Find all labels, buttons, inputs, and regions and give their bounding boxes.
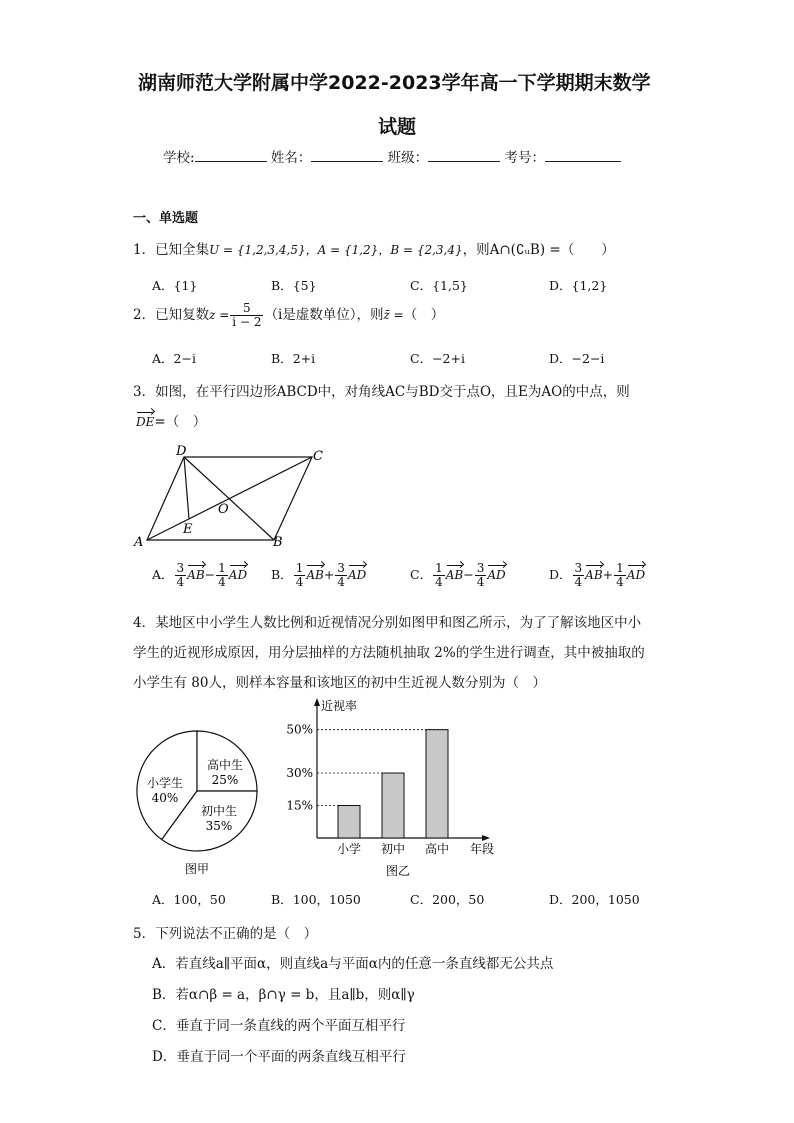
x-tick-label: 高中 xyxy=(424,842,450,856)
coef-2 xyxy=(614,562,626,589)
label-e: E xyxy=(183,522,193,537)
class-blank[interactable] xyxy=(428,147,500,162)
option-label: B． xyxy=(271,351,293,366)
question-4-stem-line3: 小学生有 80人，则样本容量和该地区的初中生近视人数分别为（ ） xyxy=(133,675,546,691)
y-tick-label: 50% xyxy=(286,722,313,737)
question-5-stem: 5．下列说法不正确的是（ ） xyxy=(133,926,318,942)
vector-ab: AB xyxy=(445,568,464,582)
option-label: C． xyxy=(410,567,433,582)
option-label: D． xyxy=(549,892,572,907)
q4-option-d[interactable] xyxy=(549,890,640,908)
y-axis-arrow xyxy=(314,698,320,706)
parallelogram-figure xyxy=(128,440,338,552)
pie-slice-label: 小学生 xyxy=(146,776,184,790)
y-tick-label: 15% xyxy=(286,798,313,813)
pie-slice-percent: 25% xyxy=(211,773,239,787)
option-label: D． xyxy=(549,351,572,366)
option-label: A． xyxy=(152,351,174,366)
student-info-line xyxy=(163,146,621,166)
q4-option-c[interactable] xyxy=(410,890,484,908)
q2-option-d[interactable] xyxy=(549,349,604,367)
name-label: 姓名： xyxy=(270,150,312,166)
section-heading: 一、单选题 xyxy=(133,211,199,226)
option-value: {1,2} xyxy=(571,278,608,293)
q5-option-b[interactable]: B．若α∩β = a，β∩γ = b，且a∥b，则α∥γ xyxy=(152,987,415,1003)
label-b: B xyxy=(273,535,283,550)
q4-option-b[interactable] xyxy=(271,890,361,908)
q3-option-b[interactable] xyxy=(271,562,366,589)
vector-de: DE xyxy=(136,415,155,429)
fraction-denominator: 4 xyxy=(176,575,185,589)
option-label: B． xyxy=(271,278,293,293)
question-4-stem-line2: 学生的近视形成原因，用分层抽样的方法随机抽取 2%的学生进行调查，其中被抽取的 xyxy=(133,645,645,661)
operator: − xyxy=(463,567,474,582)
q2-option-c[interactable] xyxy=(410,349,465,367)
q1-option-c[interactable] xyxy=(410,276,468,294)
label-c: C xyxy=(313,449,323,464)
q1-option-b[interactable] xyxy=(271,276,317,294)
q2-option-b[interactable] xyxy=(271,349,315,367)
x-axis-arrow xyxy=(482,835,490,841)
pie-chart xyxy=(128,720,278,885)
pie-slice-percent: 40% xyxy=(151,791,179,805)
option-label: D． xyxy=(549,278,572,293)
x-tick-label: 初中 xyxy=(380,842,406,856)
q1-ask: ，则A∩(∁ᵤB) =（ ） xyxy=(462,242,615,258)
bar-ylabel: 近视率 xyxy=(321,699,358,713)
bar-1 xyxy=(338,806,360,839)
pie-slice-label: 高中生 xyxy=(206,758,244,772)
fraction-numerator: 3 xyxy=(476,561,485,575)
question-3-stem-line2 xyxy=(136,410,206,430)
page-title-line2: 试题 xyxy=(378,116,417,138)
school-blank[interactable] xyxy=(195,147,267,162)
operator: − xyxy=(204,567,216,582)
bar-xlabel: 年段 xyxy=(470,842,495,856)
q3-tail: =（ ） xyxy=(154,414,207,430)
fraction-numerator: 3 xyxy=(574,561,583,575)
option-label: A． xyxy=(152,892,174,907)
q5-option-c[interactable]: C．垂直于同一条直线的两个平面互相平行 xyxy=(152,1018,406,1034)
fraction-numerator: 1 xyxy=(295,561,304,575)
q2-fraction xyxy=(230,302,263,329)
question-2-stem xyxy=(133,302,444,329)
question-4-stem-line1: 4．某地区中小学生人数比例和近视情况分别如图甲和图乙所示，为了了解该地区中小 xyxy=(133,615,642,631)
vector-ad: AD xyxy=(347,568,367,582)
option-label: C． xyxy=(410,892,433,907)
q5-option-d[interactable]: D．垂直于同一个平面的两条直线互相平行 xyxy=(152,1049,406,1065)
option-label: B． xyxy=(271,892,293,907)
option-value: 200，50 xyxy=(432,892,485,907)
fraction-numerator: 3 xyxy=(337,561,345,575)
label-d: D xyxy=(176,444,187,459)
fraction-numerator: 1 xyxy=(218,561,226,575)
option-value: −2−i xyxy=(571,351,605,366)
vector-ad: AD xyxy=(626,568,646,582)
q1-a-set: ，A = {1,2} xyxy=(305,243,379,257)
option-label: C． xyxy=(410,351,433,366)
operator: + xyxy=(602,567,614,582)
question-1-stem xyxy=(133,238,615,258)
option-label: A． xyxy=(152,278,174,293)
q2-option-a[interactable] xyxy=(152,349,196,367)
fraction-denominator: 4 xyxy=(295,575,304,589)
q2-mid: （i是虚数单位），则 xyxy=(264,307,384,323)
option-value: {5} xyxy=(292,278,317,293)
fraction-denominator: 4 xyxy=(574,575,583,589)
label-a: A xyxy=(134,535,144,550)
option-value: 2+i xyxy=(292,351,316,366)
fraction-denominator: 4 xyxy=(616,575,624,589)
coef-2 xyxy=(216,562,228,589)
fraction-denominator: 4 xyxy=(476,575,485,589)
y-tick-label: 30% xyxy=(286,766,313,780)
q4-option-a[interactable] xyxy=(152,890,226,908)
coef-1 xyxy=(433,562,445,589)
q2-zbar: z̄ = xyxy=(383,308,404,322)
pie-caption: 图甲 xyxy=(184,862,210,876)
fraction-denominator: 4 xyxy=(218,575,226,589)
number-blank[interactable] xyxy=(545,147,621,162)
coef-1 xyxy=(294,562,306,589)
diagonal-bd xyxy=(184,457,274,540)
number-label: 考号： xyxy=(504,150,545,166)
option-label: C． xyxy=(410,278,433,293)
bar-3 xyxy=(426,730,448,838)
fraction-denominator: i − 2 xyxy=(232,315,262,329)
option-label: A． xyxy=(152,567,174,582)
vector-ab: AB xyxy=(585,568,603,582)
segment-de xyxy=(184,457,189,519)
bar-layer xyxy=(286,698,490,856)
question-3-stem: 3．如图，在平行四边形ABCD中，对角线AC与BD交于点O，且E为AO的中点，则 xyxy=(133,384,630,400)
vector-ad: AD xyxy=(228,568,248,582)
fraction-numerator: 3 xyxy=(176,561,185,575)
option-value: {1,5} xyxy=(432,278,468,293)
coef-1 xyxy=(573,562,585,589)
coef-1 xyxy=(175,562,187,589)
vector-ab: AB xyxy=(187,568,205,582)
fraction-numerator: 1 xyxy=(616,561,624,575)
option-label: B． xyxy=(271,567,293,582)
x-tick-label: 小学 xyxy=(336,842,362,856)
page-title: 湖南师范大学附属中学2022-2023学年高一下学期期末数学 xyxy=(138,72,651,94)
coef-2 xyxy=(475,562,487,589)
name-blank[interactable] xyxy=(311,147,383,162)
q2-z: z = xyxy=(209,308,230,322)
q1-option-d[interactable] xyxy=(549,276,607,294)
q5-option-a[interactable]: A．若直线a∥平面α，则直线a与平面α内的任意一条直线都无公共点 xyxy=(152,956,554,972)
fraction-denominator: 4 xyxy=(337,575,345,589)
option-value: 100，1050 xyxy=(292,892,361,907)
bar-chart xyxy=(278,694,508,884)
option-value: 100，50 xyxy=(173,892,226,907)
label-o: O xyxy=(218,502,229,517)
option-value: 200，1050 xyxy=(571,892,640,907)
option-value: {1} xyxy=(173,278,198,293)
bar-caption: 图乙 xyxy=(385,864,411,878)
bar-2 xyxy=(382,773,404,838)
q3-option-a[interactable] xyxy=(152,562,247,589)
class-label: 班级： xyxy=(387,150,429,166)
school-label: 学校: xyxy=(163,150,195,166)
q2-prefix: 2．已知复数 xyxy=(133,307,210,323)
q2-tail: （ ） xyxy=(403,307,445,323)
q1-b-set: ，B = {2,3,4} xyxy=(378,243,463,257)
coef-2 xyxy=(335,562,347,589)
q1-prefix: 1．已知全集 xyxy=(133,242,210,258)
vector-ab: AB xyxy=(306,568,324,582)
q1-u-set: U = {1,2,3,4,5} xyxy=(209,243,306,257)
option-value: −2+i xyxy=(432,351,465,366)
fraction-numerator: 5 xyxy=(230,302,263,316)
fraction-denominator: 4 xyxy=(435,575,443,589)
q1-option-a[interactable] xyxy=(152,276,197,294)
q3-option-d[interactable] xyxy=(549,562,645,589)
operator: + xyxy=(323,567,335,582)
option-value: 2−i xyxy=(173,351,196,366)
option-label: D． xyxy=(549,567,572,582)
fraction-numerator: 1 xyxy=(435,561,443,575)
pie-slice-label: 初中生 xyxy=(200,804,238,818)
q3-option-c[interactable] xyxy=(410,562,506,589)
pie-slice-percent: 35% xyxy=(205,819,233,833)
vector-ad: AD xyxy=(487,568,506,582)
